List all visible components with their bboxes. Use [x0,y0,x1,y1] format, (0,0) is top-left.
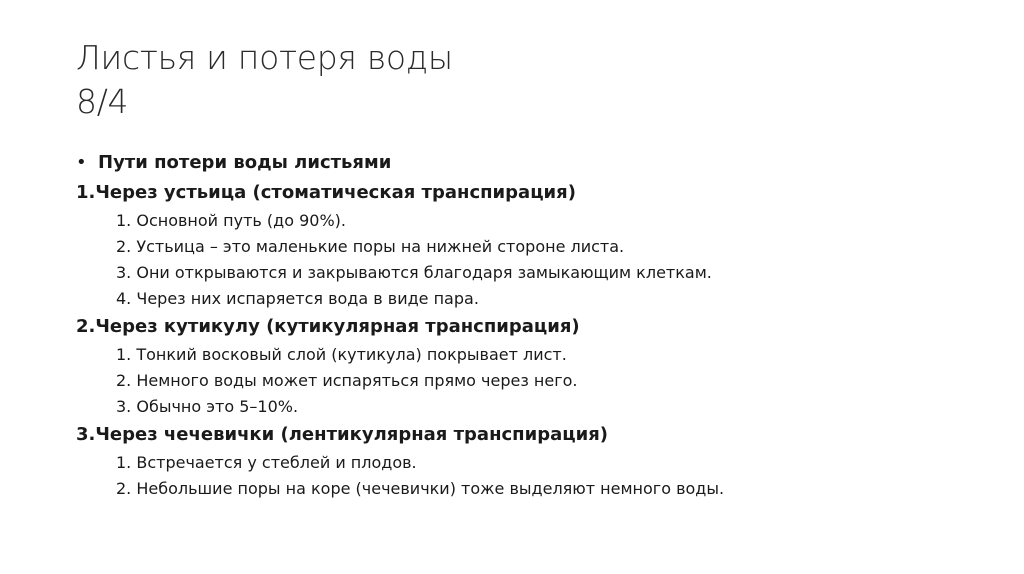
slide-title-line-1: Листья и потеря воды [76,38,453,77]
section-heading: 2.Через кутикулу (кутикулярная транспирация) [76,316,580,337]
bullet-dot-icon: • [76,152,87,173]
list-item: 2. Небольшие поры на коре (чечевички) тоже выделяют немного воды. [116,479,725,498]
section-list [76,208,976,312]
list-item: 1. Основной путь (до 90%). [116,211,346,230]
list-item: 1. Тонкий восковый слой (кутикула) покрывает лист. [116,345,567,364]
list-item: 4. Через них испаряется вода в виде пара. [116,289,479,308]
slide-title [76,36,453,124]
slide-title-line-2: 8/4 [76,82,129,121]
list-item: 2. Немного воды может испаряться прямо через него. [116,371,578,390]
section-cuticular [76,314,976,420]
list-item: 3. Они открываются и закрываются благодаря замыкающим клеткам. [116,263,712,282]
list-item: 3. Обычно это 5–10%. [116,397,299,416]
section-heading: 1.Через устьица (стоматическая транспирация) [76,182,576,203]
section-lenticular [76,422,976,502]
slide-content [76,150,976,502]
section-stomatal [76,180,976,312]
bullet-item [76,150,976,178]
section-heading: 3.Через чечевички (лентикулярная транспирация) [76,424,608,445]
section-list [76,450,976,502]
section-list [76,342,976,420]
list-item: 2. Устьица – это маленькие поры на нижней стороне листа. [116,237,625,256]
list-item: 1. Встречается у стеблей и плодов. [116,453,417,472]
bullet-text: Пути потери воды листьями [98,152,392,173]
